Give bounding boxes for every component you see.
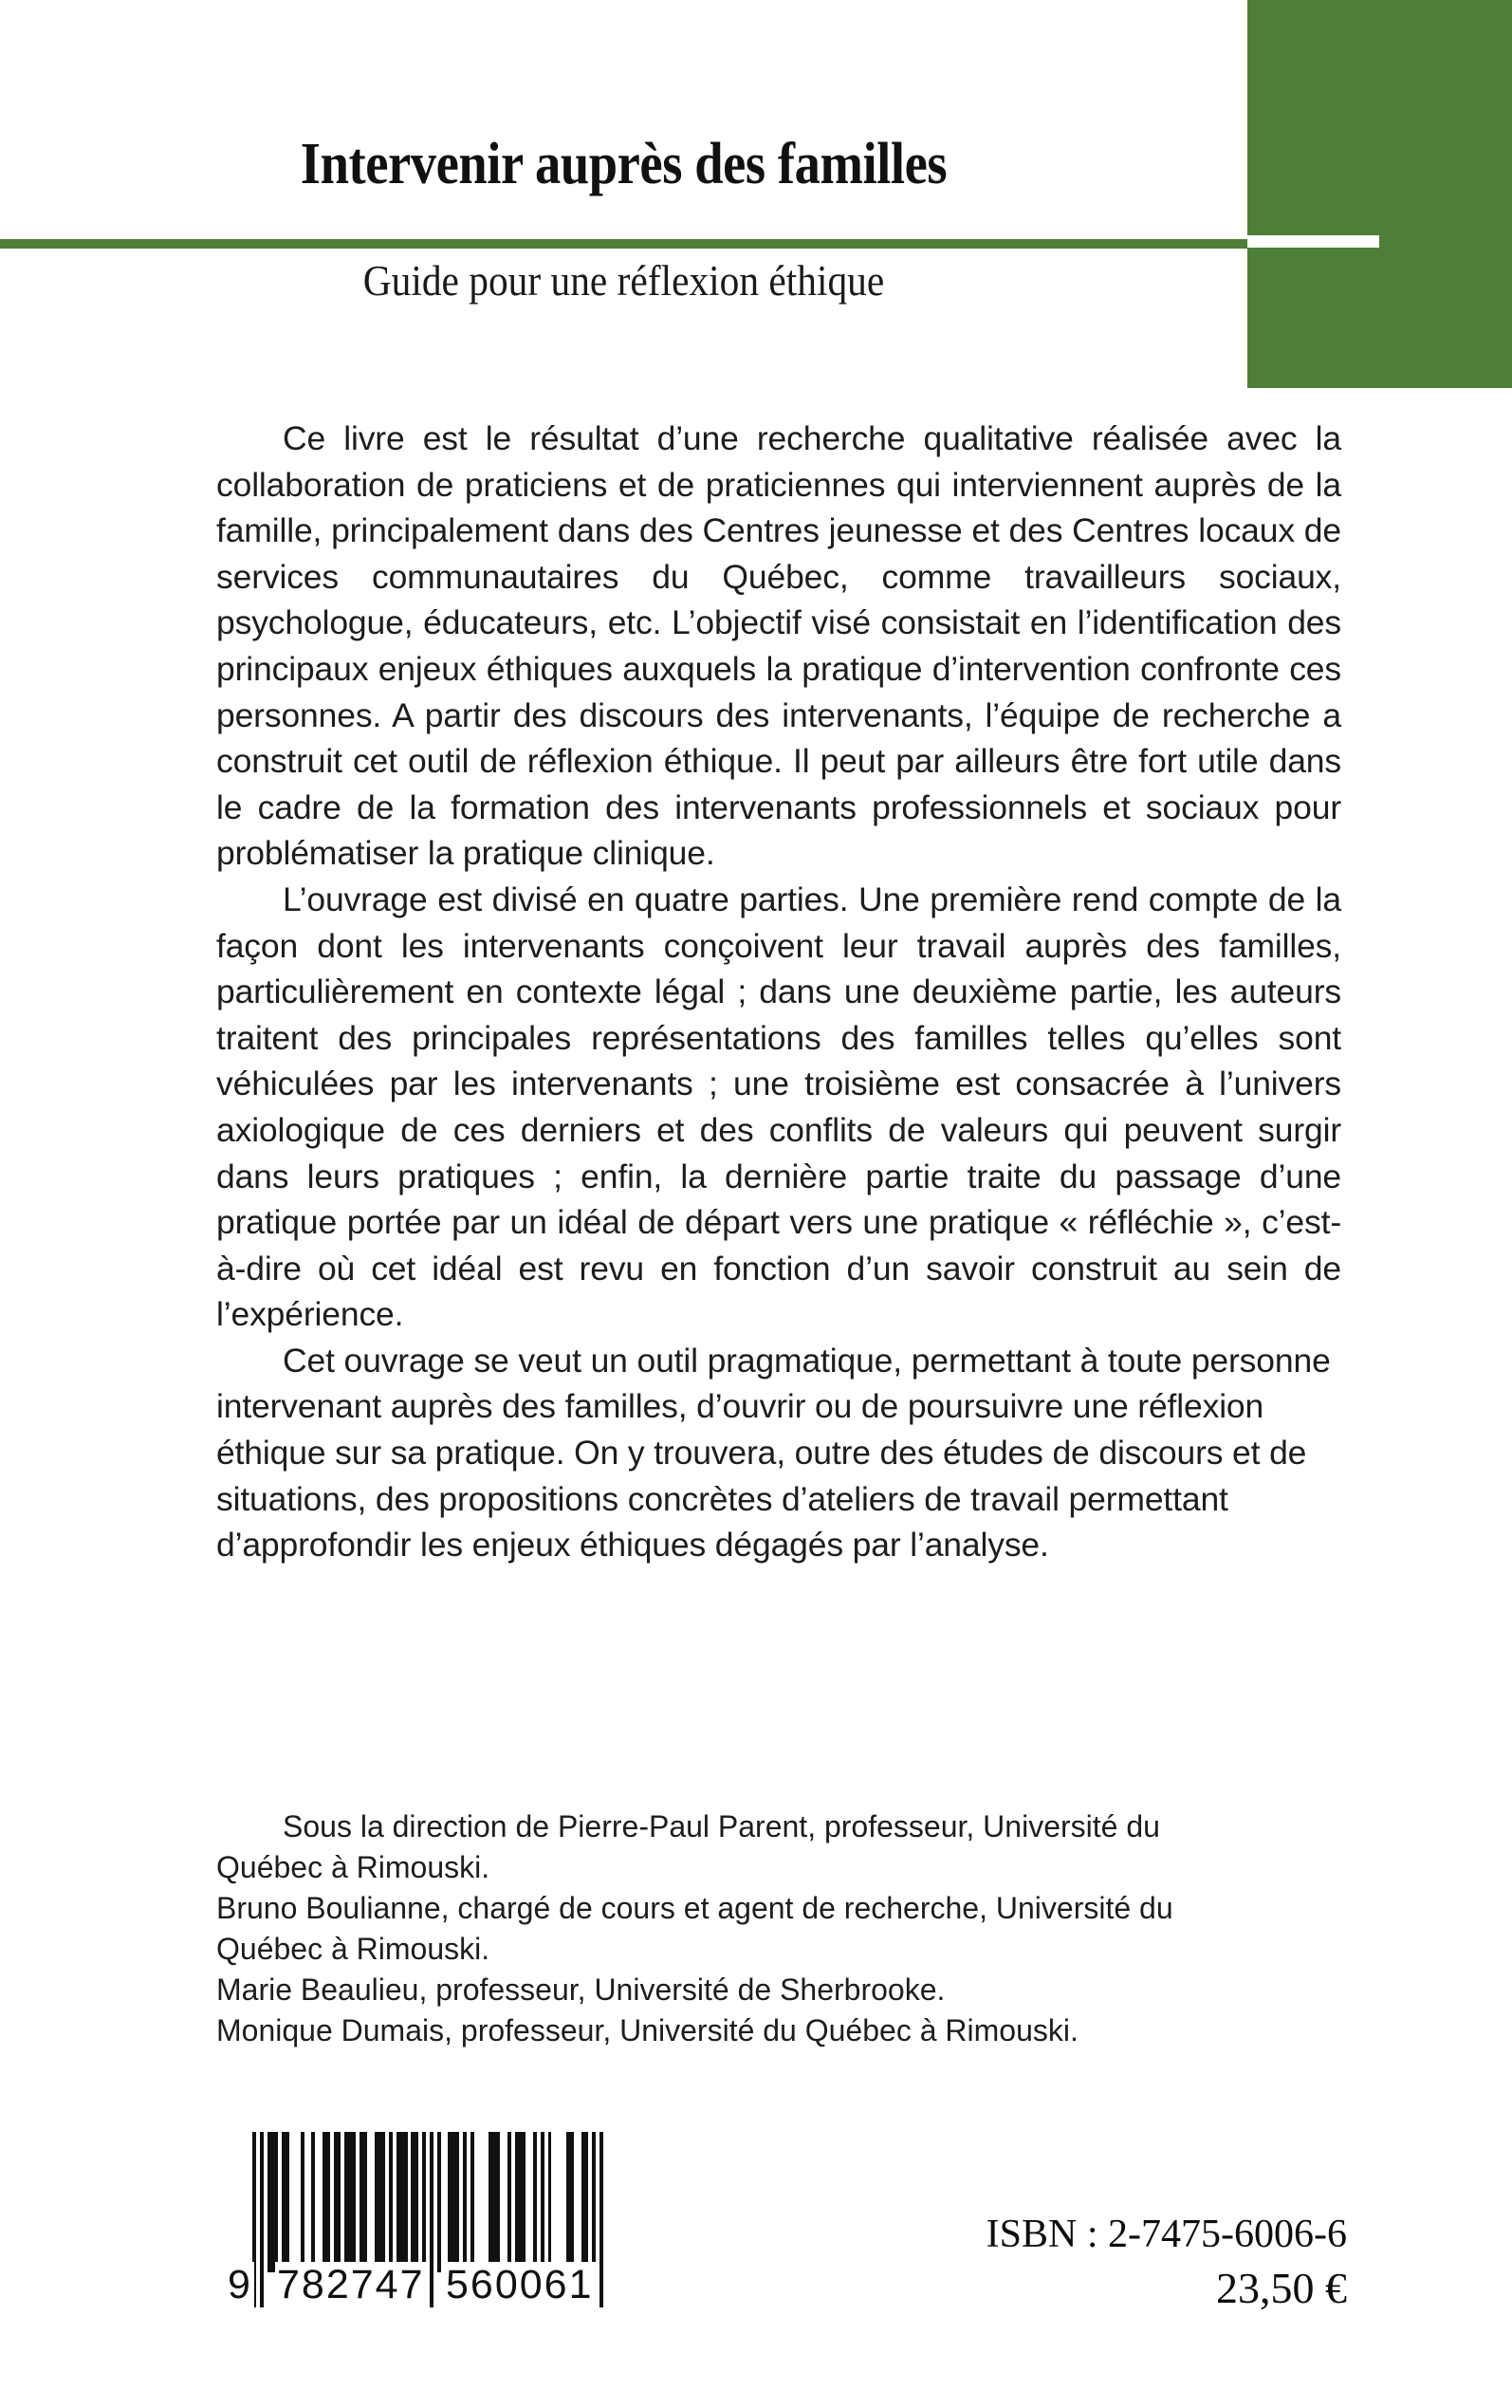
- author-line: Québec à Rimouski.: [216, 1850, 490, 1884]
- blurb-paragraph: L’ouvrage est divisé en quatre parties. Une première rend compte de la façon dont les intervenants conçoivent leur travail auprès des familles, particulièrement en contexte légal ; dans une deuxième partie, les auteurs traitent des principales représentations des familles telles qu’elles sont véhiculées par les intervenants ; une troisième est consacrée à l’univers axiologique de ces derniers et des conflits de valeurs qui peuvent surgir dans leurs pratiques ; enfin, la dernière partie traite du passage d’une pratique portée par un idéal de départ vers une pratique « réfléchie », c’est-à-dire où cet idéal est revu en fonction d’un savoir construit au sein de l’expérience.: [216, 880, 1341, 1334]
- price-text: 23,50 €: [1216, 2264, 1347, 2312]
- author-line: Québec à Rimouski.: [216, 1932, 490, 1966]
- book-title: Intervenir auprès des familles: [300, 132, 948, 196]
- blurb-paragraph: Ce livre est le résultat d’une recherche qualitative réalisée avec la collaboration de praticiens et de praticiennes qui interviennent auprès de la famille, principalement dans des Centres jeunesse et des Centres locaux de services communautaires du Québec, comme travailleurs sociaux, psychologue, éducateurs, etc. L’objectif visé consistait en l’identification des principaux enjeux éthiques auxquels la pratique d’intervention confronte ces personnes. A partir des discours des intervenants, l’équipe de recherche a construit cet outil de réflexion éthique. Il peut par ailleurs être fort utile dans le cadre de la formation des intervenants professionnels et sociaux pour problématiser la pratique clinique.: [216, 419, 1341, 873]
- book-subtitle: Guide pour une réflexion éthique: [362, 257, 885, 305]
- authors-credits: [216, 1806, 1341, 2051]
- barcode-digit-group-left: 9: [228, 2262, 252, 2307]
- barcode-digit-group-right: 560061: [446, 2262, 594, 2307]
- barcode: [226, 2132, 643, 2307]
- publication-info: [835, 2208, 1347, 2316]
- barcode-digits: [226, 2261, 643, 2308]
- author-line: Bruno Boulianne, chargé de cours et agent de recherche, Université du: [216, 1891, 1173, 1925]
- back-cover-blurb: [216, 416, 1341, 1568]
- isbn-text: ISBN : 2-7475-6006-6: [986, 2213, 1347, 2256]
- author-line: Monique Dumais, professeur, Université du Québec à Rimouski.: [216, 2013, 1079, 2047]
- blurb-paragraph: Cet ouvrage se veut un outil pragmatique, permettant à toute personne intervenant auprès des familles, d’ouvrir ou de poursuivre une réflexion éthique sur sa pratique. On y trouvera, outre des études de discours et de situations, des propositions concrètes d’ateliers de travail permettant d’approfondir les enjeux éthiques dégagés par l’analyse.: [216, 1341, 1331, 1565]
- green-corner-block: [1247, 0, 1512, 388]
- green-block-white-notch: [1247, 235, 1379, 248]
- author-line: Sous la direction de Pierre-Paul Parent, professeur, Université du: [283, 1809, 1160, 1843]
- author-line: Marie Beaulieu, professeur, Université de Sherbrooke.: [216, 1973, 946, 2007]
- green-horizontal-rule: [0, 239, 1247, 249]
- barcode-digit-group-mid: 782747: [277, 2262, 425, 2307]
